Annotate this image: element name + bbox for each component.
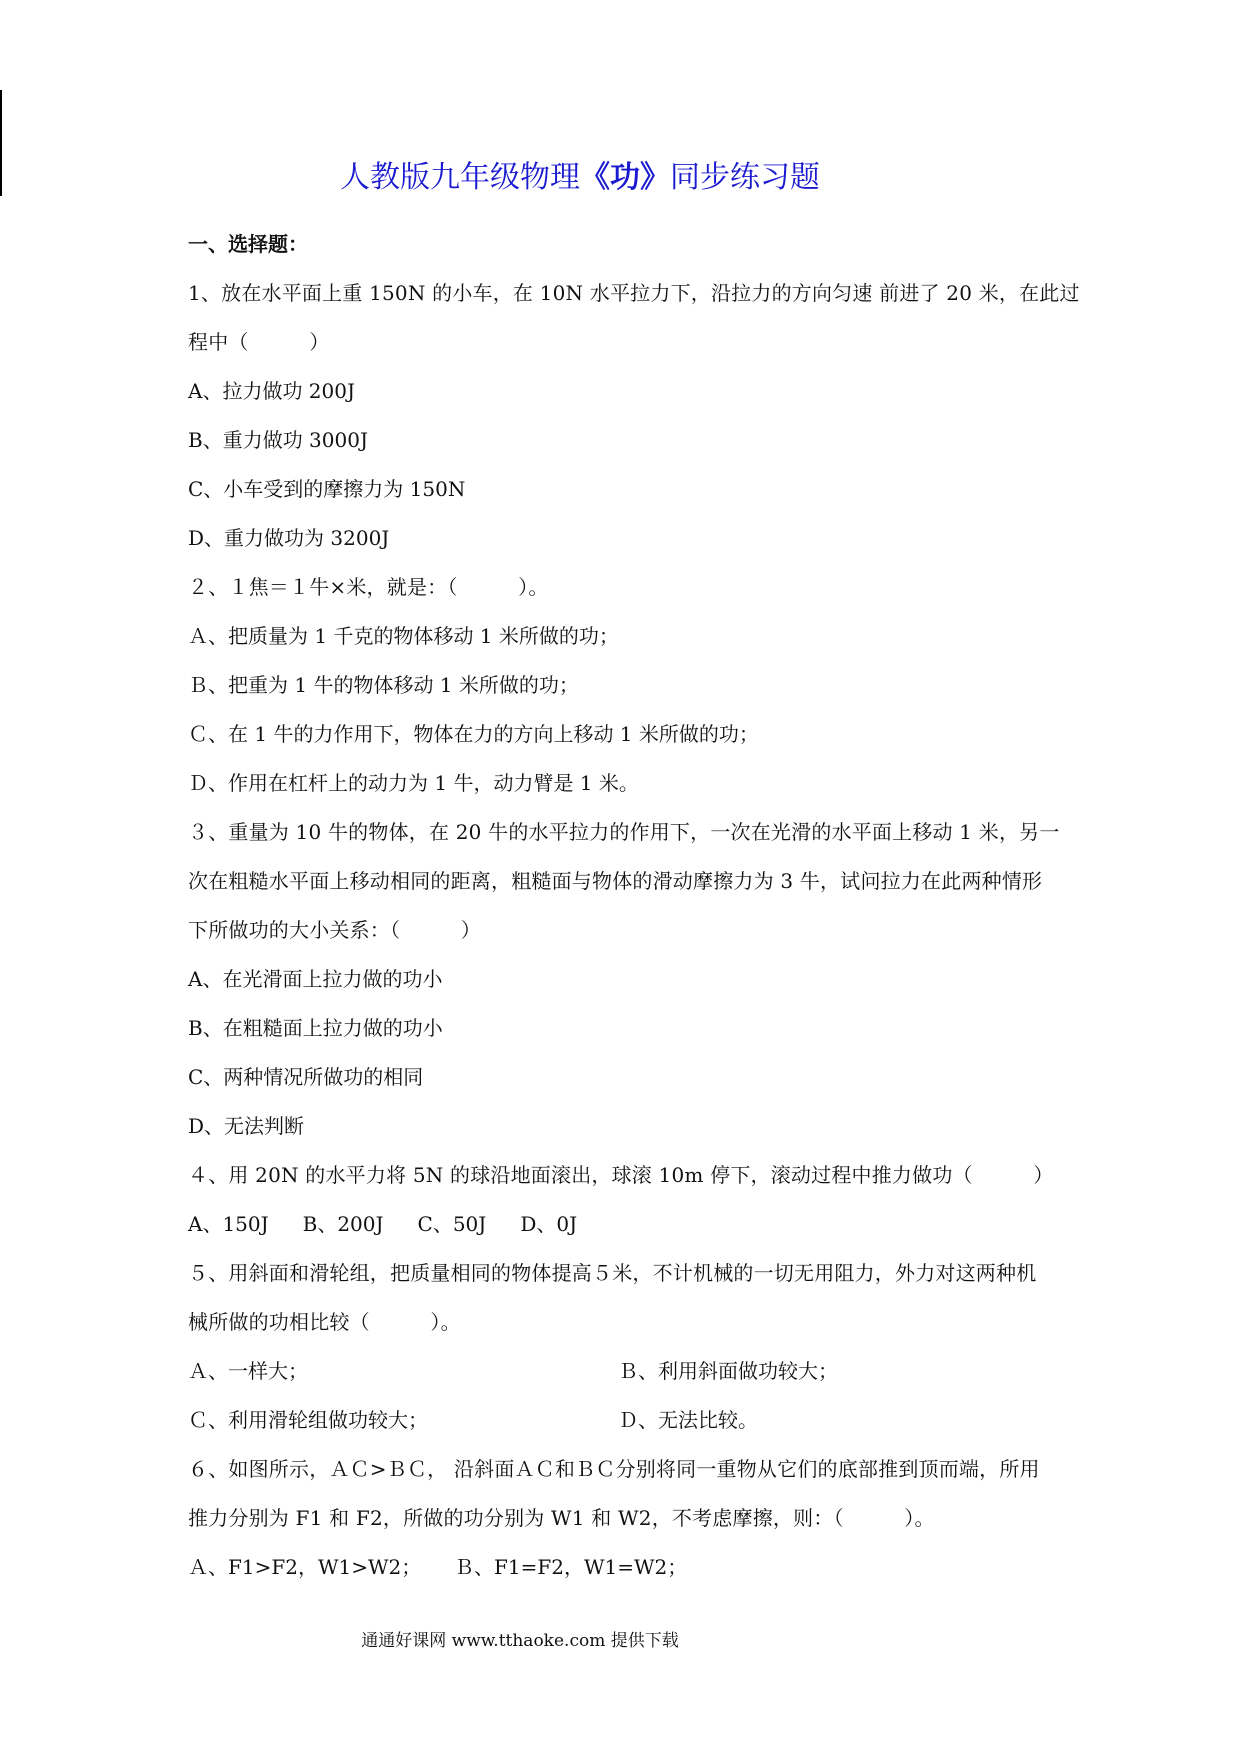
question-4-option-c: C、50J — [417, 1212, 487, 1236]
question-5-options-row-2 — [188, 1396, 1118, 1445]
question-3-line-1: ３、重量为 10 牛的物体，在 20 牛的水平拉力的作用下，一次在光滑的水平面上移动 1 米，另一 — [188, 820, 1060, 844]
question-5-line-2: 械所做的功相比较（ ）。 — [188, 1310, 461, 1334]
question-2-option-a: Ａ、把质量为 1 千克的物体移动 1 米所做的功； — [188, 624, 619, 648]
exercise-body — [188, 220, 1118, 1592]
page-title — [0, 158, 1200, 198]
question-3-option-c: C、两种情况所做功的相同 — [188, 1065, 424, 1089]
section-heading: 一、选择题： — [188, 232, 308, 256]
question-3-option-b: B、在粗糙面上拉力做的功小 — [188, 1016, 443, 1040]
question-5-options-row-1 — [188, 1347, 1118, 1396]
question-6-line-2: 推力分别为 F1 和 F2，所做的功分别为 W1 和 W2，不考虑摩擦，则：（ ）。 — [188, 1506, 935, 1530]
question-6-line-1: ６、如图所示，ＡＣ>ＢＣ， 沿斜面ＡＣ和ＢＣ分别将同一重物从它们的底部推到顶而端，所用 — [188, 1457, 1040, 1481]
question-1-option-a: A、拉力做功 200J — [188, 379, 355, 403]
question-2-option-c: Ｃ、在 1 牛的力作用下，物体在力的方向上移动 1 米所做的功； — [188, 722, 759, 746]
question-6 — [188, 1445, 1118, 1592]
question-3 — [188, 808, 1118, 1151]
question-1-option-d: D、重力做功为 3200J — [188, 526, 390, 550]
question-5-line-1: ５、用斜面和滑轮组，把质量相同的物体提高５米，不计机械的一切无用阻力，外力对这两种机 — [188, 1261, 1037, 1285]
question-3-option-d: D、无法判断 — [188, 1114, 305, 1138]
question-1 — [188, 269, 1118, 563]
question-5-option-a: Ａ、一样大； — [188, 1359, 308, 1383]
question-5-option-c: Ｃ、利用滑轮组做功较大； — [188, 1408, 428, 1432]
question-4-option-d: D、0J — [520, 1212, 578, 1236]
page-footer: 通通好课网 www.tthaoke.com 提供下载 — [361, 1631, 679, 1651]
question-2-line-1: ２、１焦＝１牛×米，就是：（ ）。 — [188, 575, 549, 599]
question-3-line-3: 下所做功的大小关系：（ ） — [188, 918, 481, 942]
question-2 — [188, 563, 1118, 808]
question-5-option-d: Ｄ、无法比较。 — [618, 1408, 758, 1432]
question-3-option-a: A、在光滑面上拉力做的功小 — [188, 967, 443, 991]
title-prefix: 人教版九年级物理 — [340, 160, 580, 195]
question-4-options — [188, 1200, 1118, 1249]
question-1-option-c: C、小车受到的摩擦力为 150N — [188, 477, 466, 501]
title-suffix: 同步练习题 — [670, 160, 820, 195]
question-5 — [188, 1249, 1118, 1445]
question-6-option-b: Ｂ、F1=F2，W1=W2； — [454, 1555, 688, 1579]
title-keyword: 《功》 — [580, 160, 670, 195]
question-2-option-d: Ｄ、作用在杠杆上的动力为 1 牛，动力臂是 1 米。 — [188, 771, 639, 795]
question-6-options-row-1 — [188, 1543, 1118, 1592]
question-4-option-a: A、150J — [188, 1212, 269, 1236]
question-1-option-b: B、重力做功 3000J — [188, 428, 368, 452]
question-1-line-1: 1、放在水平面上重 150N 的小车，在 10N 水平拉力下，沿拉力的方向匀速 前进了 20 米，在此过 — [188, 281, 1080, 305]
question-5-option-b: Ｂ、利用斜面做功较大； — [618, 1359, 838, 1383]
question-2-option-b: Ｂ、把重为 1 牛的物体移动 1 米所做的功； — [188, 673, 579, 697]
question-6-option-a: Ａ、F1>F2，W1>W2； — [188, 1555, 422, 1579]
question-1-line-2: 程中（ ） — [188, 330, 330, 354]
question-4 — [188, 1151, 1118, 1249]
question-3-line-2: 次在粗糙水平面上移动相同的距离，粗糙面与物体的滑动摩擦力为 3 牛，试问拉力在此两种情形 — [188, 869, 1043, 893]
question-4-option-b: B、200J — [302, 1212, 384, 1236]
question-4-line-1: ４、用 20N 的水平力将 5N 的球沿地面滚出，球滚 10m 停下，滚动过程中推力做功（ ） — [188, 1163, 1054, 1187]
